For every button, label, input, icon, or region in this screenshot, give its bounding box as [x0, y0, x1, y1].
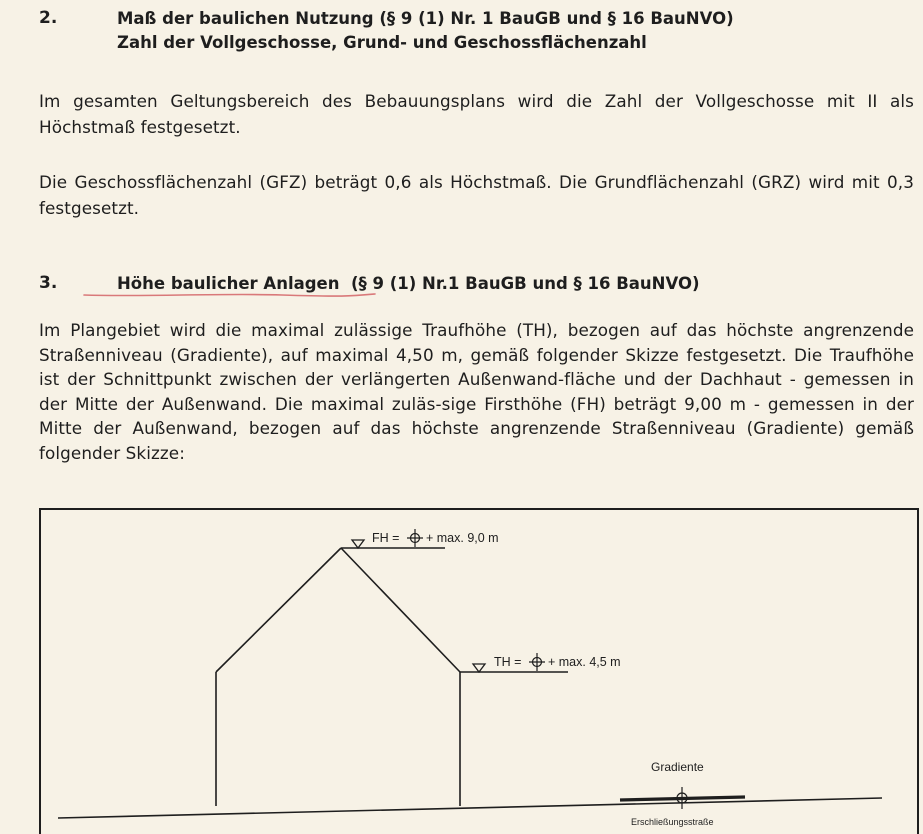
fh-datum-symbol-icon	[407, 529, 423, 547]
house-roof-left	[216, 548, 341, 672]
section-2-paragraph-1: Im gesamten Geltungsbereich des Bebauungsplans wird die Zahl der Vollgeschosse mit II als Höchstmaß festgesetzt.	[39, 91, 914, 137]
section-2-title-line2: Zahl der Vollgeschosse, Grund- und Geschossflächenzahl	[117, 33, 647, 52]
section-3-title: Höhe baulicher Anlagen (§ 9 (1) Nr.1 BauGB und § 16 BauNVO)	[117, 274, 700, 293]
section-3-number: 3.	[39, 273, 58, 293]
section-2-number: 2.	[39, 8, 58, 28]
gradiente-label: Gradiente	[651, 760, 704, 774]
th-datum-symbol-icon	[529, 653, 545, 671]
fh-marker-icon	[352, 540, 364, 548]
gradiente-datum-symbol-icon	[673, 787, 691, 809]
fh-label-suffix: + max. 9,0 m	[426, 531, 499, 545]
th-label-prefix: TH =	[494, 655, 522, 669]
section-2-paragraph-2: Die Geschossflächenzahl (GFZ) beträgt 0,6 als Höchstmaß. Die Grundflächenzahl (GRZ) wird mit 0,3 festgesetzt.	[39, 172, 914, 218]
section-2-title-line1: Maß der baulichen Nutzung (§ 9 (1) Nr. 1 BauGB und § 16 BauNVO)	[117, 9, 734, 28]
section-3-paragraph: Im Plangebiet wird die maximal zulässige Traufhöhe (TH), bezogen auf das höchste angrenzende Straßenniveau (Gradiente), auf maximal 4,50 m, gemäß folgender Skizze festgesetzt. Die Traufhöhe ist der Schnittpunkt zwischen der verlängerten Außenwand-fläche und der Dachhaut - gemessen in der Mitte der Außenwand. Die maximal zuläs-sige Firsthöhe (FH) beträgt 9,00 m - gemessen in der Mitte der Außenwand, bezogen auf das höchste angrenzende Straßenniveau (Gradiente) gemäß folgender Skizze:	[39, 320, 914, 463]
th-marker-icon	[473, 664, 485, 672]
house-roof-right	[341, 548, 460, 672]
street-label: Erschließungsstraße	[631, 817, 714, 827]
ground-line	[58, 798, 882, 818]
fh-label-prefix: FH =	[372, 531, 400, 545]
th-label-suffix: + max. 4,5 m	[548, 655, 621, 669]
